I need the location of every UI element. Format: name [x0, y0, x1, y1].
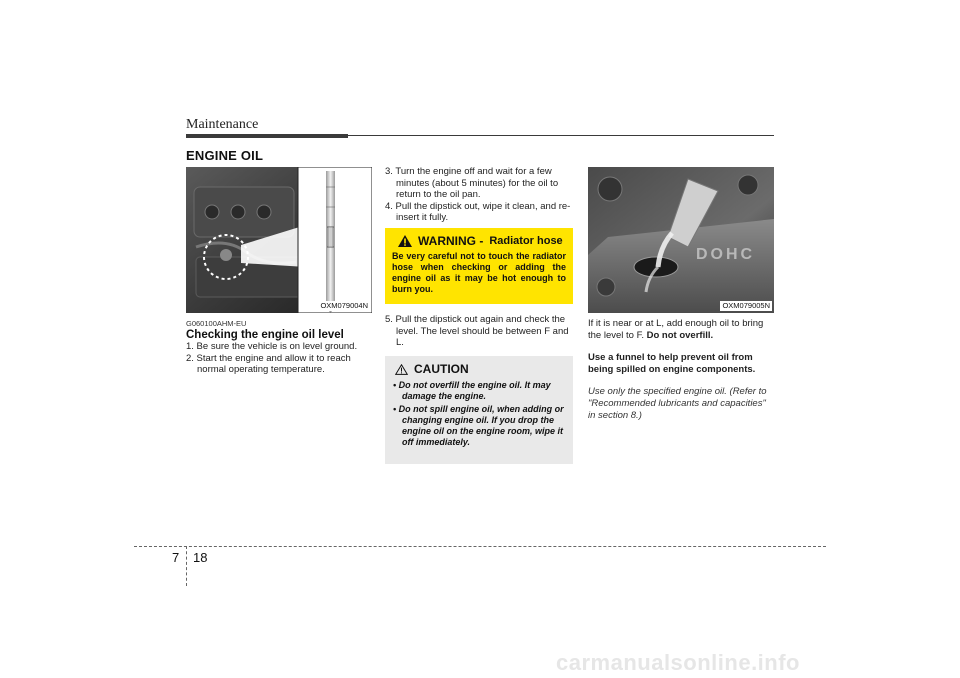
watermark: carmanualsonline.info: [556, 650, 800, 675]
caution-title: CAUTION: [414, 362, 469, 376]
photo-code-label: OXM079004N: [320, 301, 368, 310]
dipstick-illustration: [186, 167, 372, 313]
procedure-code: G060100AHM-EU: [186, 319, 247, 328]
step-2: 2. Start the engine and allow it to reach normal operating temperature.: [186, 352, 351, 376]
fill-instruction: [588, 318, 774, 341]
caution-box: [385, 356, 573, 464]
specified-oil-note: Use only the specified engine oil. (Refer to "Recommended lubricants and capacities" in section 8.): [588, 386, 767, 421]
dipstick-photo: [186, 167, 372, 313]
funnel-note: Use a funnel to help prevent oil from being spilled on engine components.: [588, 352, 756, 375]
column-2-lower: [385, 314, 575, 349]
section-title: ENGINE OIL: [186, 148, 264, 163]
warning-title-row: [398, 234, 566, 248]
column-3: [588, 318, 774, 421]
header-title: Maintenance: [186, 117, 259, 132]
chapter-number: 7: [172, 550, 180, 565]
page-number: 18: [193, 550, 208, 565]
header-rule-thin: [348, 135, 774, 136]
footer-vertical-rule: [186, 546, 187, 586]
subsection-heading: Checking the engine oil level: [186, 328, 344, 341]
caution-triangle-icon: [395, 364, 408, 375]
oil-fill-photo: [588, 167, 774, 313]
warning-body: Be very careful not to touch the radiator hose when checking or adding the engine oil as it may be hot enough to burn you.: [392, 251, 566, 294]
column-2: [385, 166, 575, 224]
overfill-warning: Do not overfill.: [646, 329, 714, 341]
step-3: 3. Turn the engine off and wait for a few minutes (about 5 minutes) for the oil to return to the oil pan.: [385, 166, 559, 201]
step-5: 5. Pull the dipstick out again and check the level. The level should be between F and L.: [385, 314, 569, 349]
step-4: 4. Pull the dipstick out, wipe it clean, and re-insert it fully.: [385, 200, 571, 224]
column-1: [186, 318, 372, 376]
step-1: 1. Be sure the vehicle is on level ground.: [186, 341, 358, 353]
warning-triangle-icon: [398, 235, 412, 247]
header-rule-dark: [186, 134, 348, 138]
caution-item: • Do not overfill the engine oil. It may damage the engine.: [393, 380, 551, 401]
engine-cover-text: DOHC: [696, 246, 756, 263]
warning-box: [385, 228, 573, 304]
oil-fill-illustration: [588, 167, 774, 313]
fill-instruction-text: If it is near or at L, add enough oil to bring the level to F.: [588, 318, 764, 341]
warning-subtitle: Radiator hose: [489, 235, 563, 247]
footer-rule: [134, 546, 826, 547]
caution-item: • Do not spill engine oil, when adding or changing engine oil. If you drop the engine oil on the engine room, wipe it off immediately.: [393, 404, 564, 447]
warning-title: WARNING -: [418, 234, 484, 248]
caution-title-row: [395, 362, 565, 376]
photo-code-label: OXM079005N: [722, 301, 770, 310]
